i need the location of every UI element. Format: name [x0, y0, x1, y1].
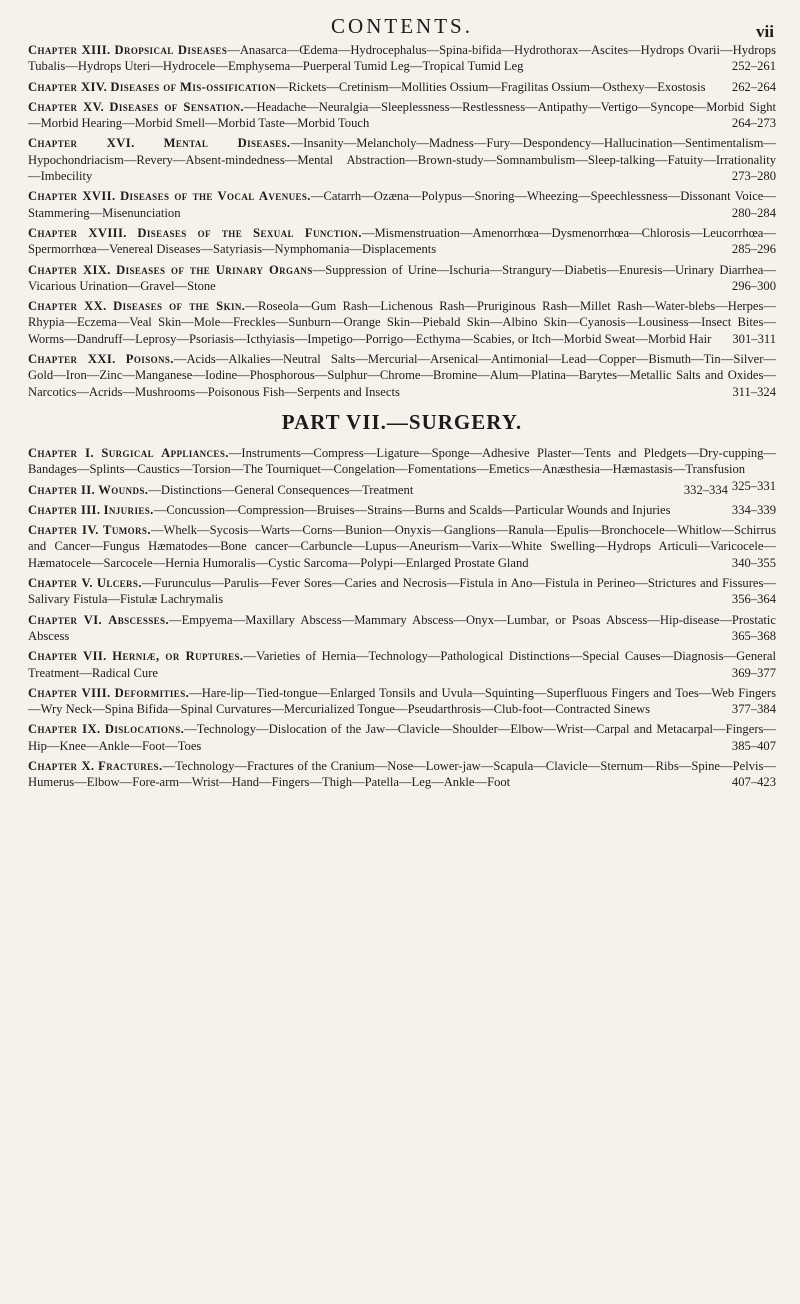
page-range: 332–334 [683, 482, 728, 497]
chapter-title: Deformities. [114, 685, 190, 700]
chapter-number: Chapter XIX. [28, 262, 111, 277]
chapter-topics: —Anasarca—Œdema—Hydrocephalus—Spina-bifida—Hydrothorax—Ascites—Hydrops Ovarii—Hydrops Tubalis—Hydrops Uteri—Hydrocele—Emphysema—Puerperal Tumid Leg—Tropical Tumid Leg [28, 43, 776, 74]
page-range: 369–377 [731, 665, 776, 680]
chapter-title: Abscesses. [108, 612, 169, 627]
chapter-title: Tumors. [103, 523, 151, 538]
chapter-number: Chapter XVIII. [28, 225, 127, 240]
contents-entry [28, 351, 776, 400]
chapter-number: Chapter VII. [28, 649, 107, 664]
contents-list-part-vii [28, 445, 776, 791]
chapter-title: Diseases of the Sexual Function. [137, 225, 362, 240]
chapter-topics: —Distinctions—General Consequences—Treatment [148, 482, 414, 497]
chapter-topics: —Technology—Fractures of the Cranium—Nose—Lower-jaw—Scapula—Clavicle—Sternum—Ribs—Spine—Pelvis—Humerus—Elbow—Fore-arm—Wrist—Hand—Fingers—Thigh—Patella—Leg—Ankle—Foot [28, 758, 776, 790]
chapter-number: Chapter VIII. [28, 685, 111, 700]
chapter-topics: —Hare-lip—Tied-tongue—Enlarged Tonsils and Uvula—Squinting—Superfluous Fingers and Toes—Web Fingers—Wry Neck—Spina Bifida—Spinal Curvatures—Mercurialized Tongue—Pseudarthrosis—Club-foot—Contracted Sinews [28, 685, 776, 717]
contents-entry [28, 482, 776, 498]
chapter-title: Diseases of the Skin. [113, 299, 246, 314]
contents-entry [28, 225, 776, 258]
chapter-number: Chapter XX. [28, 299, 107, 314]
chapter-topics: —Mismenstruation—Amenorrhœa—Dysmenorrhœa—Chlorosis—Leucorrhœa—Spermorrhœa—Venereal Diseases—Satyriasis—Nymphomania—Displacements [28, 225, 776, 257]
contents-entry [28, 575, 776, 608]
page-range: 385–407 [731, 738, 776, 753]
chapter-number: Chapter IX. [28, 722, 101, 737]
part-heading: PART VII.—SURGERY. [281, 409, 523, 434]
chapter-number: Chapter XVII. [28, 189, 116, 204]
chapter-topics: —Acids—Alkalies—Neutral Salts—Mercurial—Arsenical—Antimonial—Lead—Copper—Bismuth—Tin—Silver—Gold—Iron—Zinc—Manganese—Iodine—Phosphorous—Sulphur—Chrome—Bromine—Alum—Platina—Barytes—Metallic Salts and Oxides—Narcotics—Acrids—Mushrooms—Poisonous Fish—Serpents and Insects [28, 352, 776, 399]
chapter-title: Dislocations. [104, 722, 185, 737]
chapter-topics: —Whelk—Sycosis—Warts—Corns—Bunion—Onyxis—Ganglions—Ranula—Epulis—Bronchocele—Whitlow—Schirrus and Cancer—Fungus Hæmatodes—Bone cancer—Carbuncle—Lupus—Aneurism—Varix—White Swelling—Hydrops Articuli—Varicocele—Hæmatocele—Sarcocele—Hernia Humoralis—Cystic Sarcoma—Polypi—Enlarged Prostate Gland [28, 523, 776, 570]
chapter-topics: —Catarrh—Ozæna—Polypus—Snoring—Wheezing—Speechlessness—Dissonant Voice—Stammering—Misenunciation [28, 189, 776, 220]
chapter-topics: —Headache—Neuralgia—Sleeplessness—Restlessness—Antipathy—Vertigo—Syncope—Morbid Sight—Morbid Hearing—Morbid Smell—Morbid Taste—Morbid Touch [28, 99, 776, 131]
contents-entry [28, 721, 776, 754]
chapter-title: Dropsical Diseases [114, 43, 228, 57]
contents-entry [28, 135, 776, 184]
contents-list-part-vi [28, 42, 776, 400]
contents-entry [28, 758, 776, 791]
page-range: 264–273 [731, 116, 776, 131]
contents-entry [28, 79, 776, 95]
contents-entry [28, 99, 776, 132]
chapter-number: Chapter III. [28, 502, 101, 517]
chapter-topics: —Concussion—Compression—Bruises—Strains—Burns and Scalds—Particular Wounds and Injuries [153, 502, 671, 517]
chapter-number: Chapter IV. [28, 523, 99, 538]
contents-entry [28, 298, 776, 347]
chapter-title: Diseases of Sensation. [109, 99, 244, 114]
contents-entry [28, 188, 776, 221]
contents-entry [28, 522, 776, 571]
contents-entry [28, 685, 776, 718]
page-range: 325–331 [731, 478, 776, 493]
page-range: 280–284 [731, 205, 776, 220]
chapter-title: Diseases of the Urinary Organs [116, 262, 313, 277]
chapter-title: Mental Diseases. [163, 136, 291, 151]
page-range: 273–280 [731, 169, 776, 184]
page-range: 311–324 [732, 384, 776, 399]
running-title: CONTENTS. [331, 14, 473, 38]
chapter-topics: —Varieties of Hernia—Technology—Pathological Distinctions—Special Causes—Diagnosis—General Treatment—Radical Cure [28, 649, 776, 680]
chapter-topics: —Suppression of Urine—Ischuria—Strangury—Diabetis—Enuresis—Urinary Diarrhea—Vicarious Urination—Gravel—Stone [28, 262, 776, 293]
page-range: 296–300 [731, 278, 776, 293]
contents-entry [28, 648, 776, 681]
chapter-title: Surgical Appliances. [101, 445, 229, 460]
page-range: 365–368 [731, 628, 776, 643]
running-head [28, 8, 776, 42]
chapter-number: Chapter II. [28, 482, 96, 497]
page-range: 340–355 [731, 555, 776, 570]
contents-entry [28, 42, 776, 75]
page-range: 252–261 [731, 59, 776, 74]
chapter-topics: —Insanity—Melancholy—Madness—Fury—Despondency—Hallucination—Sentimentalism—Hypochondriacism—Revery—Absent-mindedness—Mental Abstraction—Brown-study—Somnambulism—Sleep-talking—Fatuity—Irrationality—Imbecility [28, 136, 776, 184]
chapter-number: Chapter I. [28, 445, 94, 460]
chapter-number: Chapter V. [28, 576, 93, 591]
chapter-number: Chapter VI. [28, 612, 103, 627]
chapter-title: Wounds. [98, 482, 149, 497]
contents-entry [28, 502, 776, 518]
page-range: 262–264 [731, 79, 776, 94]
contents-entry [28, 612, 776, 645]
page-number: vii [756, 22, 774, 41]
chapter-topics: —Furunculus—Parulis—Fever Sores—Caries and Necrosis—Fistula in Ano—Fistula in Perineo—Strictures and Fissures—Salivary Fistula—Fistulæ Lachrymalis [28, 576, 776, 607]
page-range: 377–384 [731, 702, 776, 717]
chapter-title: Diseases of Mis-ossification [110, 79, 276, 94]
chapter-topics: —Roseola—Gum Rash—Lichenous Rash—Pruriginous Rash—Millet Rash—Water-blebs—Herpes—Rhypia—Eczema—Veal Skin—Mole—Freckles—Sunburn—Orange Skin—Piebald Skin—Albino Skin—Cyanosis—Lousiness—Insect Bites—Worms—Dandruff—Leprosy—Psoriasis—Icthyiasis—Impetigo—Porrigo—Ecthyma—Scabies, or Itch—Morbid Sweat—Morbid Hair [28, 299, 777, 346]
chapter-title: Poisons. [125, 352, 174, 367]
chapter-number: Chapter XV. [28, 99, 105, 114]
chapter-title: Ulcers. [96, 576, 142, 591]
page-range: 285–296 [731, 242, 776, 257]
chapter-number: Chapter XVI. [28, 136, 135, 151]
chapter-title: Herniæ, or Ruptures. [112, 649, 244, 664]
chapter-topics: —Technology—Dislocation of the Jaw—Clavicle—Shoulder—Elbow—Wrist—Carpal and Metacarpal—Fingers—Hip—Knee—Ankle—Foot—Toes [28, 722, 777, 753]
chapter-topics: —Rickets—Cretinism—Mollities Ossium—Fragilitas Ossium—Osthexy—Exostosis [275, 79, 706, 94]
chapter-number: Chapter XIII. [28, 43, 111, 57]
page-range: 407–423 [731, 775, 776, 790]
chapter-title: Fractures. [98, 758, 163, 773]
chapter-number: Chapter XXI. [28, 352, 116, 367]
chapter-number: Chapter X. [28, 758, 95, 773]
chapter-topics: —Instruments—Compress—Ligature—Sponge—Adhesive Plaster—Tents and Pledgets—Dry-cupping—Bandages—Splints—Caustics—Torsion—The Tourniquet—Congelation—Fomentations—Emetics—Anæsthesia—Hæmastasis—Transfusion [28, 445, 777, 477]
chapter-topics: —Empyema—Maxillary Abscess—Mammary Abscess—Onyx—Lumbar, or Psoas Abscess—Hip-disease—Prostatic Abscess [28, 612, 776, 643]
page-range: 301–311 [732, 331, 776, 346]
chapter-title: Injuries. [103, 502, 154, 517]
page-range: 356–364 [731, 592, 776, 607]
page-range: 334–339 [731, 502, 776, 517]
chapter-number: Chapter XIV. [28, 79, 108, 94]
contents-entry [28, 262, 776, 295]
chapter-title: Diseases of the Vocal Avenues. [120, 189, 311, 204]
